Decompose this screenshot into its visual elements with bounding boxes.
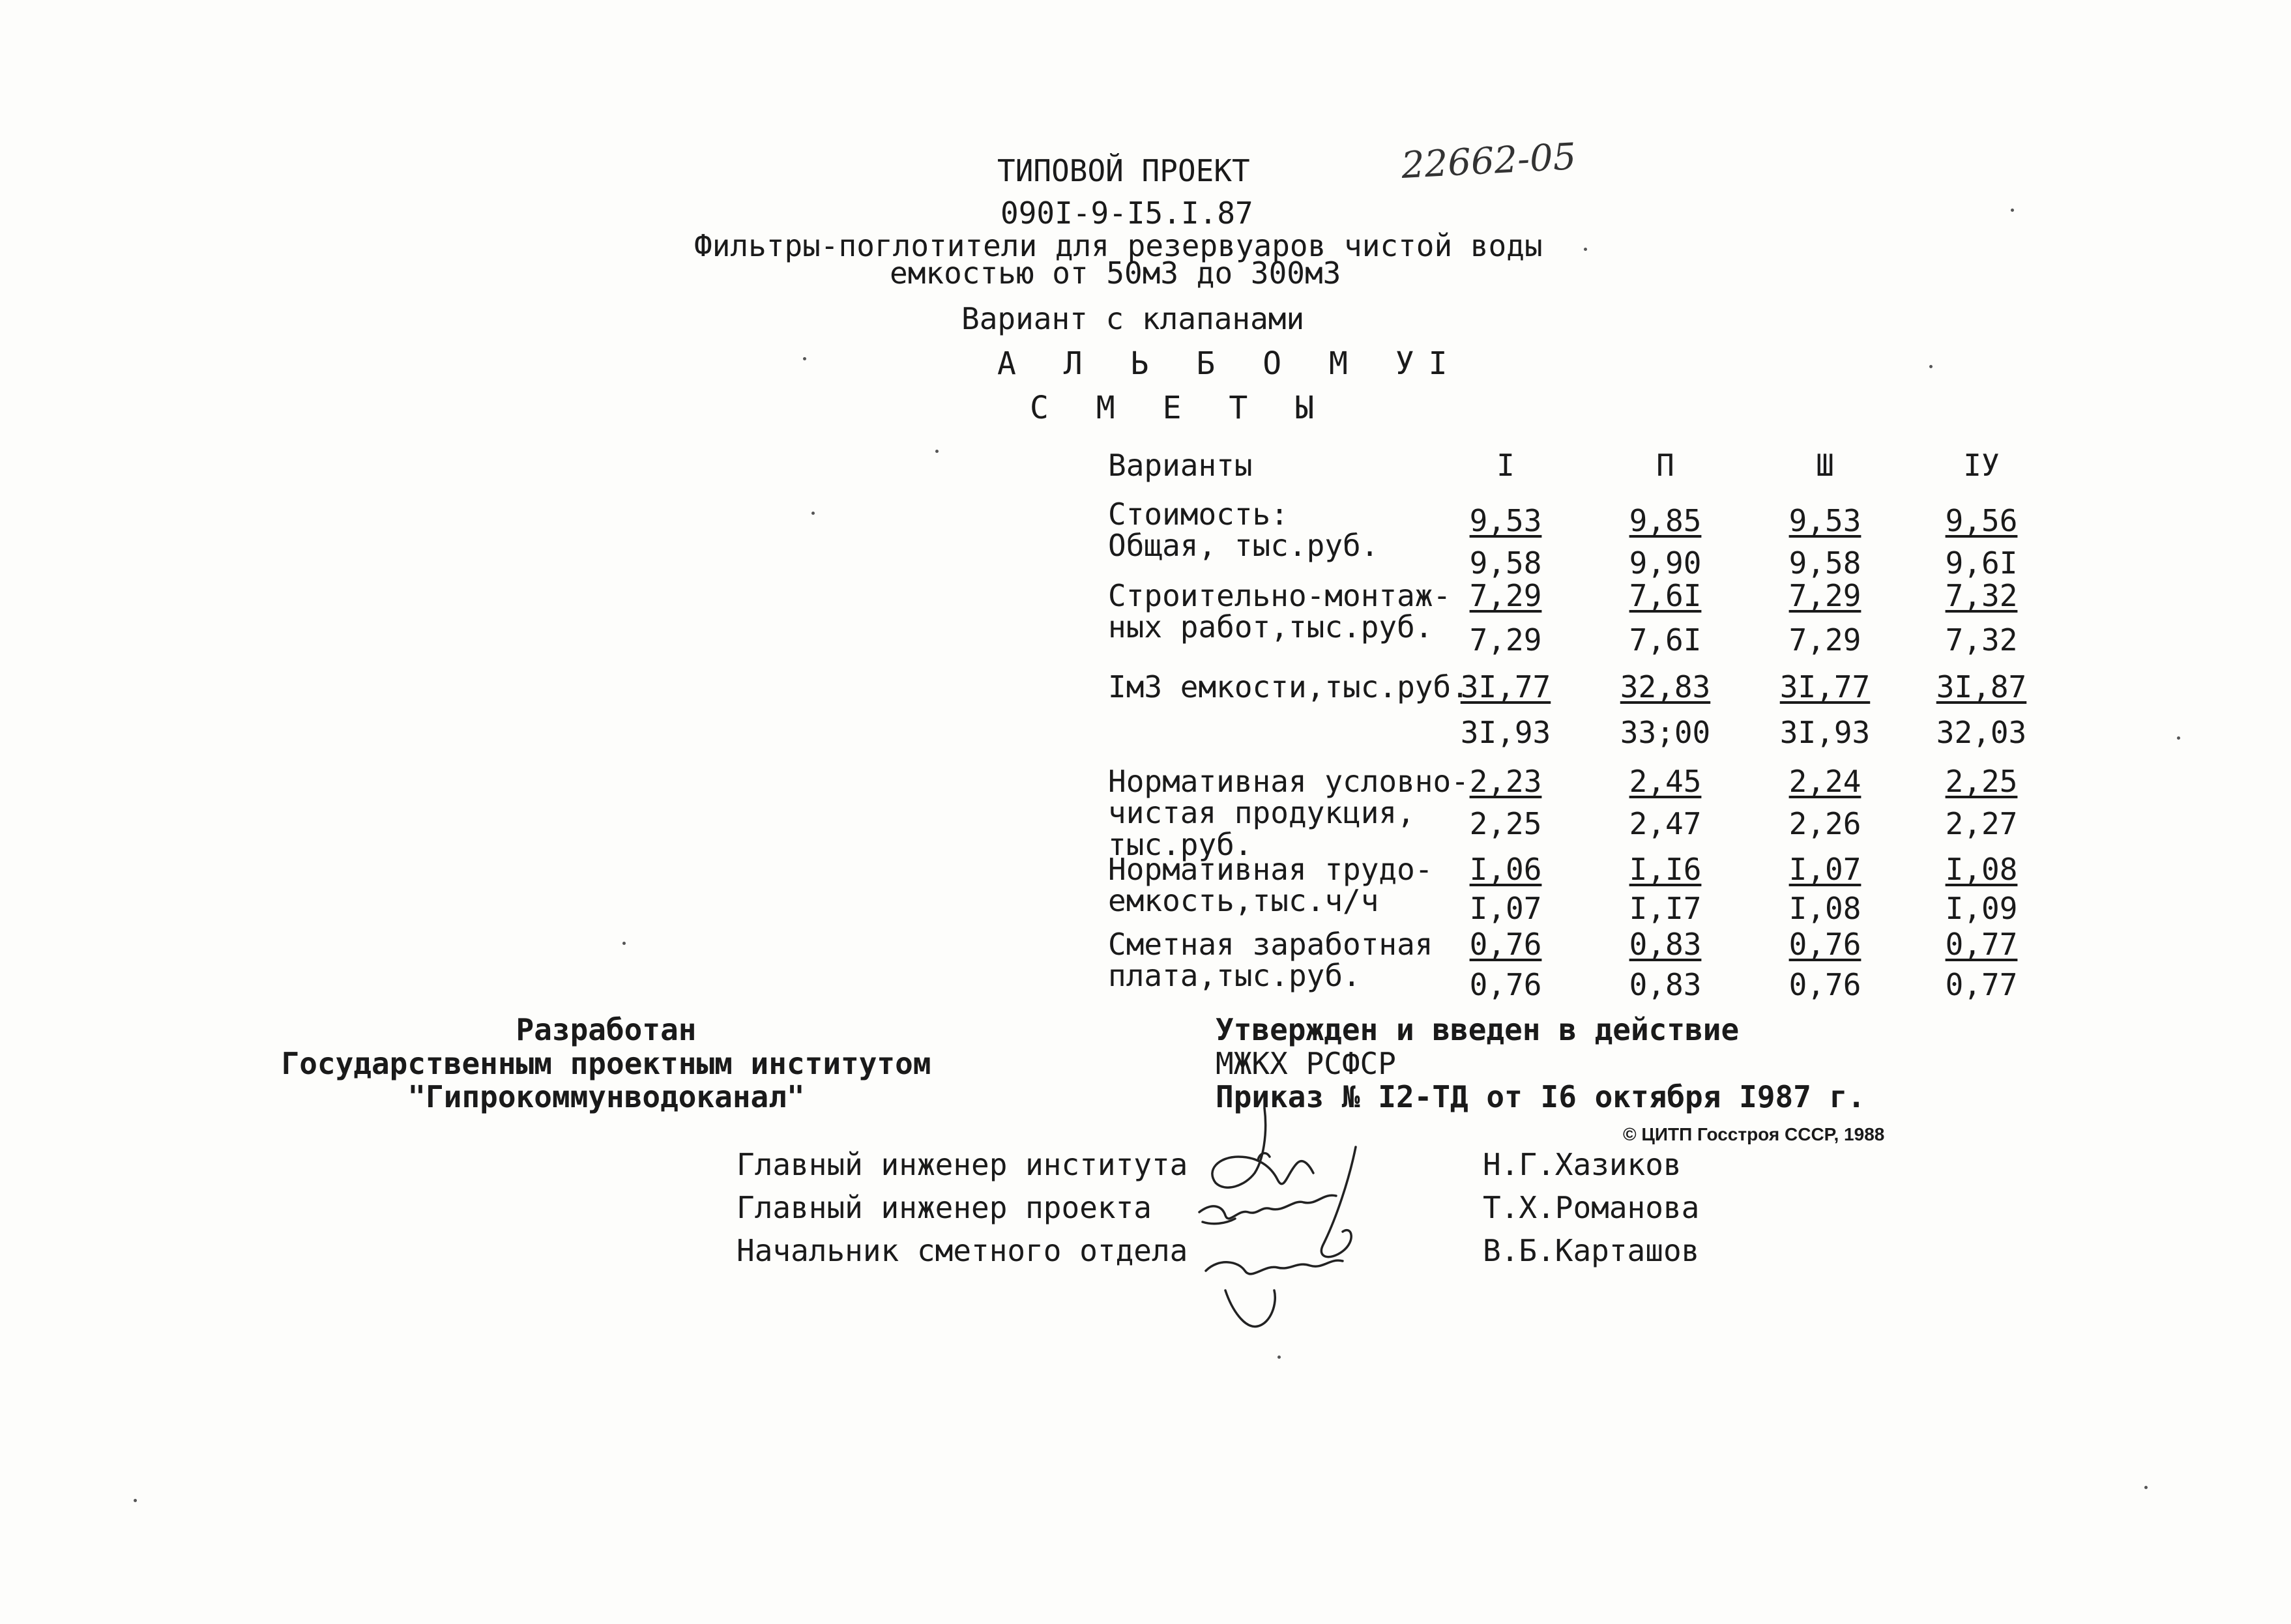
value-top: 3I,77 [1779,669,1871,704]
value-bottom: I,08 [1788,891,1861,926]
value-top: 2,24 [1788,764,1861,799]
value-top: 3I,87 [1936,669,2027,704]
scan-speck [2144,1486,2148,1489]
scan-speck [2177,736,2180,740]
value-top: 7,6I [1629,578,1702,613]
project-type: ТИПОВОЙ ПРОЕКТ [997,153,1250,188]
scan-speck [803,357,806,360]
value-top: 2,23 [1469,764,1542,799]
value-bottom: I,07 [1469,891,1542,926]
value-bottom: 3I,93 [1779,715,1871,750]
value-bottom: 33;00 [1620,715,1711,750]
variants-label: Варианты [1108,448,1253,483]
value-top: 32,83 [1620,669,1711,704]
scan-speck [622,942,626,945]
value-bottom: 7,6I [1629,622,1702,658]
scan-speck [1929,365,1933,368]
value-bottom: 2,27 [1945,806,2018,841]
row-label: Стоимость: Общая, тыс.руб. [1108,497,1379,564]
scan-speck [935,450,939,453]
title-line-2: емкостью от 50м3 до 300м3 [890,255,1341,291]
signatory-name: Н.Г.Хазиков [1483,1147,1682,1182]
value-bottom: 32,03 [1936,715,2027,750]
value-top: 9,56 [1945,503,2018,538]
value-top: 0,83 [1629,927,1702,962]
value-bottom: 2,25 [1469,806,1542,841]
developer-line-3: "Гипрокоммунводоканал" [407,1079,805,1115]
copyright-stamp: © ЦИТП Госстроя СССР, 1988 [1623,1124,1885,1144]
approval-line-2: МЖКХ РСФСР [1216,1045,1396,1081]
value-bottom: I,09 [1945,891,2018,926]
value-bottom: 2,47 [1629,806,1702,841]
value-top: 3I,77 [1460,669,1551,704]
value-bottom: I,I7 [1629,891,1702,926]
scan-speck [811,512,815,515]
value-top: I,06 [1469,852,1542,887]
variant-title: Вариант с клапанами [961,301,1305,336]
signatory-name: Т.Х.Романова [1483,1190,1700,1225]
row-label: Сметная заработная плата,тыс.руб. [1108,927,1433,994]
value-top: 9,85 [1629,503,1702,538]
value-top: I,07 [1788,852,1861,887]
album-title: А Л Ь Б О М УI [997,345,1462,382]
value-bottom: 0,77 [1945,967,2018,1002]
column-header: IУ [1963,448,2000,483]
value-bottom: 9,90 [1629,545,1702,581]
signatory-name: В.Б.Карташов [1483,1233,1700,1268]
value-top: 9,53 [1788,503,1861,538]
signatory-names [1483,1148,1699,1277]
title-line-1: Фильтры-поглотители для резервуаров чистой воды [694,228,1543,263]
signatory-roles [737,1148,1188,1277]
value-top: 7,29 [1469,578,1542,613]
value-top: I,I6 [1629,852,1702,887]
column-header: П [1656,448,1674,483]
value-bottom: 9,58 [1469,545,1542,581]
row-label: Нормативная трудо- емкость,тыс.ч/ч [1108,852,1433,919]
value-top: 7,32 [1945,578,2018,613]
column-header: I [1496,448,1515,483]
row-label: Строительно-монтаж- ных работ,тыс.руб. [1108,578,1452,645]
handwritten-number: 22662-05 [1400,136,1577,187]
scan-speck [1277,1356,1281,1359]
value-top: 0,76 [1469,927,1542,962]
value-top: 2,45 [1629,764,1702,799]
project-code: 090I-9-I5.I.87 [1000,196,1253,231]
row-label: Нормативная условно- чистая продукция, тыс.руб. [1108,764,1469,862]
value-bottom: 0,83 [1629,967,1702,1002]
value-bottom: 9,6I [1945,545,2018,581]
value-bottom: 0,76 [1469,967,1542,1002]
value-bottom: 9,58 [1788,545,1861,581]
value-bottom: 0,76 [1788,967,1861,1002]
section-title: С М Е Т Ы [1030,390,1329,426]
developer-line-1: Разработан [516,1012,697,1047]
value-bottom: 7,29 [1788,622,1861,658]
value-bottom: 7,32 [1945,622,2018,658]
column-header: Ш [1816,448,1834,483]
value-top: 2,25 [1945,764,2018,799]
developer-block [254,1013,958,1114]
scan-speck [1584,248,1587,251]
value-top: 0,76 [1788,927,1861,962]
row-label: Iм3 емкости,тыс.руб. [1108,669,1469,704]
scan-speck [134,1499,137,1502]
signatory-role: Главный инженер проекта [737,1190,1152,1225]
value-bottom: 3I,93 [1460,715,1551,750]
value-top: 0,77 [1945,927,2018,962]
value-bottom: 2,26 [1788,806,1861,841]
value-top: I,08 [1945,852,2018,887]
approval-line-3: Приказ № I2-ТД от I6 октября I987 г. [1216,1079,1865,1115]
value-top: 7,29 [1788,578,1861,613]
signatory-role: Главный инженер института [737,1147,1188,1182]
value-top: 9,53 [1469,503,1542,538]
signatory-role: Начальник сметного отдела [737,1233,1188,1268]
value-bottom: 7,29 [1469,622,1542,658]
developer-line-2: Государственным проектным институтом [281,1045,931,1081]
scan-speck [2011,209,2014,212]
signature-scribbles [1186,1095,1486,1342]
approval-line-1: Утвержден и введен в действие [1216,1012,1740,1047]
